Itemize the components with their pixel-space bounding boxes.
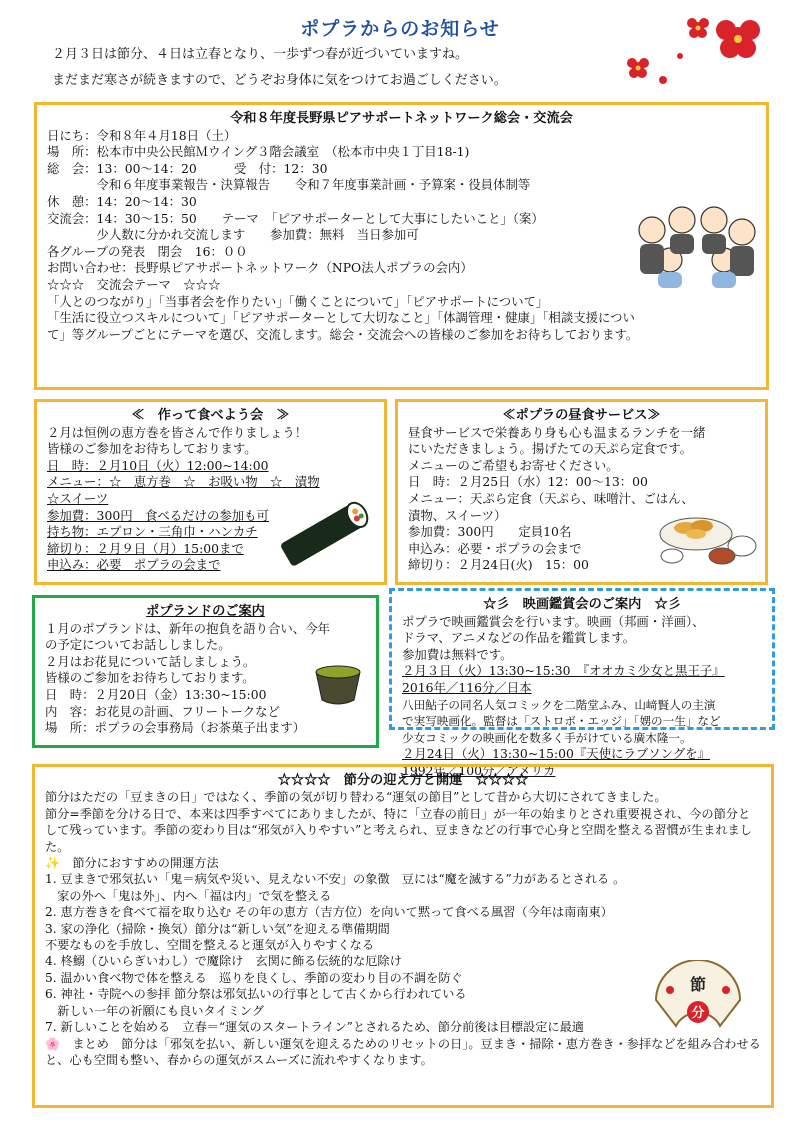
setsubun-line: ✨ 節分におすすめの開運方法 bbox=[45, 856, 219, 871]
popland-line: ２月はお花見について話しましょう。 bbox=[45, 653, 256, 669]
setsubun-line: 6. 神社・寺院への参拝 節分祭は邪気払いの行事として古くから行われている bbox=[45, 987, 467, 1002]
cooking-line: 締切り：２月９日（月）15:00まで bbox=[47, 540, 244, 556]
popland-line: 場 所：ポプラの会事務局（お茶菓子出ます） bbox=[45, 720, 306, 736]
setsubun-line: 5. 温かい食べ物で体を整える 巡りを良くし、季節の変わり目の不調を防ぐ bbox=[45, 970, 463, 985]
popland-line: 皆様のご参加をお待ちしております。 bbox=[45, 670, 255, 686]
meeting-line: お問い合わせ：長野県ピアサポートネットワーク（NPO法人ポプラの会内） bbox=[47, 260, 473, 276]
lunch-line: メニュー：天ぷら定食（天ぷら、味噌汁、ごはん、 bbox=[408, 490, 694, 506]
setsubun-line: 7. 新しいことを始める 立春＝“運気のスタートライン”とされるため、節分前後は目標設定に最適 bbox=[45, 1020, 584, 1035]
movie-line: ２月24日（火）13:30~15:00『天使にラブソングを』 bbox=[402, 746, 710, 762]
setsubun-section bbox=[32, 764, 774, 1108]
movie-line: ドラマ、アニメなどの作品を鑑賞します。 bbox=[402, 630, 636, 646]
meeting-line: 「生活に役立つスキルについて」「ピアサポーターとして大切なこと」「体調管理・健康」「相談支援につい bbox=[47, 310, 635, 326]
people-illustration bbox=[632, 190, 762, 290]
setsubun-line: 4. 柊鰯（ひいらぎいわし）で魔除け 玄関に飾る伝統的な厄除け bbox=[45, 954, 402, 969]
badge-bottom-char: 分 bbox=[691, 1006, 705, 1021]
movie-line: ポプラで映画鑑賞会を行います。映画（邦画・洋画）、 bbox=[402, 613, 705, 629]
cooking-line: 日 時：２月10日（火）12:00~14:00 bbox=[47, 457, 269, 473]
meeting-line: 令和６年度事業報告・決算報告 令和７年度事業計画・予算案・役員体制等 bbox=[47, 177, 531, 193]
cooking-heading: ≪ 作って食べよう会 ≫ bbox=[131, 408, 290, 423]
movie-line: ２月３日（火）13:30~15:30 『オオカミ少女と黒王子』 bbox=[402, 663, 725, 679]
popland-line: の予定についてお話ししました。 bbox=[45, 637, 231, 653]
cooking-line: 皆様のご参加をお待ちしております。 bbox=[47, 441, 257, 457]
setsubun-line: 1. 豆まきで邪気払い「鬼＝病気や災い、見えない不安」の象徴 豆には“魔を滅する”力があるとされる 。 bbox=[45, 872, 626, 887]
lunch-line: 申込み：必要・ポプラの会まで bbox=[408, 540, 582, 556]
meeting-line: 日にち：令和８年４月18日（土） bbox=[47, 127, 237, 143]
meeting-line: ☆☆☆ 交流会テーマ ☆☆☆ bbox=[47, 276, 221, 292]
popland-line: 内 容：お花見の計画、フリートークなど bbox=[45, 703, 280, 719]
cooking-line: ２月は恒例の恵方巻を皆さんで作りましょう！ bbox=[47, 424, 308, 440]
lunch-line: にいただきましょう。揚げたての天ぷら定食です。 bbox=[408, 441, 692, 457]
meeting-heading: 令和８年度長野県ピアサポートネットワーク総会・交流会 bbox=[230, 111, 573, 126]
intro-line-1: ２月３日は節分、４日は立春となり、一歩ずつ春が近づいていますね。 bbox=[52, 47, 469, 62]
meeting-line: 交流会：14：30～15：50 テーマ 「ピアサポーターとして大事にしたいこと」（案） bbox=[47, 210, 544, 226]
setsubun-heading: ☆☆☆☆ 節分の迎え方と開運 ☆☆☆☆ bbox=[277, 773, 529, 788]
movie-line: 参加費は無料です。 bbox=[402, 646, 513, 662]
intro-line-2: まだまだ寒さが続きますので、どうぞお身体に気をつけてお過ごしください。 bbox=[52, 73, 507, 88]
popland-line: １月のポプランドは、新年の抱負を語り合い、今年 bbox=[45, 620, 330, 636]
tempura-set-illustration bbox=[656, 500, 762, 570]
cooking-line: 申込み：必要 ポプラの会まで bbox=[47, 557, 221, 573]
meeting-line: 休 憩：14：20～14：30 bbox=[47, 193, 197, 209]
lunch-line: メニューのご希望もお寄せください。 bbox=[408, 457, 619, 473]
setsubun-line: 2. 恵方巻きを食べて福を取り込む その年の恵方（吉方位）を向いて黙って食べる風習（今年は南南東） bbox=[45, 905, 613, 920]
movie-line: 2016年／116分／日本 bbox=[402, 679, 532, 695]
popland-heading: ポプランドのご案内 bbox=[146, 604, 265, 619]
page-title: ポプラからのお知らせ bbox=[300, 18, 500, 40]
setsubun-line: 🌸 まとめ 節分は「邪気を払い、新しい運気を迎えるためのリセットの日」。豆まき・掃除・恵方巻き・参拝などを組み合わせると、心も空間も整い、春からの運気がスムーズに流れやすくなります。 bbox=[45, 1036, 761, 1067]
cooking-line: 参加費：300円 食べるだけの参加も可 bbox=[47, 507, 269, 523]
cooking-line: ☆スイーツ bbox=[47, 490, 109, 506]
setsubun-line: 新しい一年の祈願にも良いタイミング bbox=[45, 1003, 264, 1018]
lunch-line: 日 時：２月25日（水）12：00～13：00 bbox=[408, 474, 648, 490]
meeting-line: 「人とのつながり」「当事者会を作りたい」「働くことについて」「ピアサポートについて」 bbox=[47, 293, 549, 309]
movie-section bbox=[389, 588, 775, 778]
meeting-line: 少人数に分かれ交流します 参加費：無料 当日参加可 bbox=[47, 227, 419, 243]
setsubun-line: 家の外へ「鬼は外」、内へ「福は内」で気を整える bbox=[45, 888, 332, 903]
setsubun-line: 節分=季節を分ける日で、本来は四季すべてにありましたが、特に「立春の前日」が一年の始まりとされ重要視され、今の節分として残っています。季節の変わり目は“邪気が入りやすい”と考えられ、豆まきなどの行事で心身と空間を整える習慣が生まれました。 bbox=[45, 806, 752, 854]
movie-line: 少女コミックの映画化を数多く手がけている廣木隆一。 bbox=[402, 730, 692, 745]
setsubun-line: 不要なものを手放し、空間を整えると運気が入りやすくなる bbox=[45, 938, 375, 953]
setsubun-line: 3. 家の浄化（掃除・換気）節分は“新しい気”を迎える準備期間 bbox=[45, 921, 390, 936]
setsubun-line: 節分はただの「豆まきの日」ではなく、季節の気が切り替わる“運気の節目”として昔から大切にされてきました。 bbox=[45, 790, 667, 805]
lunch-line: 昼食サービスで栄養あり身も心も温まるランチを一緒 bbox=[408, 424, 706, 440]
cooking-line: 持ち物：エプロン・三角巾・ハンカチ bbox=[47, 524, 258, 540]
meeting-line: 場 所：松本市中央公民館Ｍウイング３階会議室 （松本市中央１丁目18-1) bbox=[47, 144, 470, 160]
lunch-line: 締切り：２月24日(火) 15：00 bbox=[408, 557, 589, 573]
movie-line: 1992年／100分／アメリカ bbox=[402, 762, 556, 778]
cooking-line: メニュー：☆ 恵方巻 ☆ お吸い物 ☆ 漬物 bbox=[47, 474, 320, 490]
ehomaki-illustration bbox=[272, 498, 372, 570]
setsubun-fan-badge bbox=[650, 960, 746, 1032]
lunch-line: 参加費：300円 定員10名 bbox=[408, 524, 572, 540]
green-tea-illustration bbox=[308, 660, 368, 710]
meeting-line: て」等グループごとにテーマを選び、交流します。総会・交流会への皆様のご参加をお待ちしております。 bbox=[47, 326, 639, 342]
lunch-heading: ≪ポプラの昼食サービス≫ bbox=[502, 408, 661, 423]
movie-line: で実写映画化。監督は「ストロボ・エッジ」「娚の一生」など bbox=[402, 714, 721, 729]
meeting-line: 各グループの発表 閉会 16：００ bbox=[47, 243, 248, 259]
movie-heading: ☆彡 映画鑑賞会のご案内 ☆彡 bbox=[483, 597, 681, 612]
lunch-line: 漬物、スイーツ） bbox=[408, 507, 507, 523]
movie-line: 八田鮎子の同名人気コミックを二階堂ふみ、山﨑賢人の主演 bbox=[402, 697, 716, 712]
badge-top-char: 節 bbox=[689, 975, 706, 994]
meeting-line: 総 会：13：00～14：20 受 付：12：30 bbox=[47, 160, 328, 176]
popland-line: 日 時：２月20日（金）13:30~15:00 bbox=[45, 686, 267, 702]
